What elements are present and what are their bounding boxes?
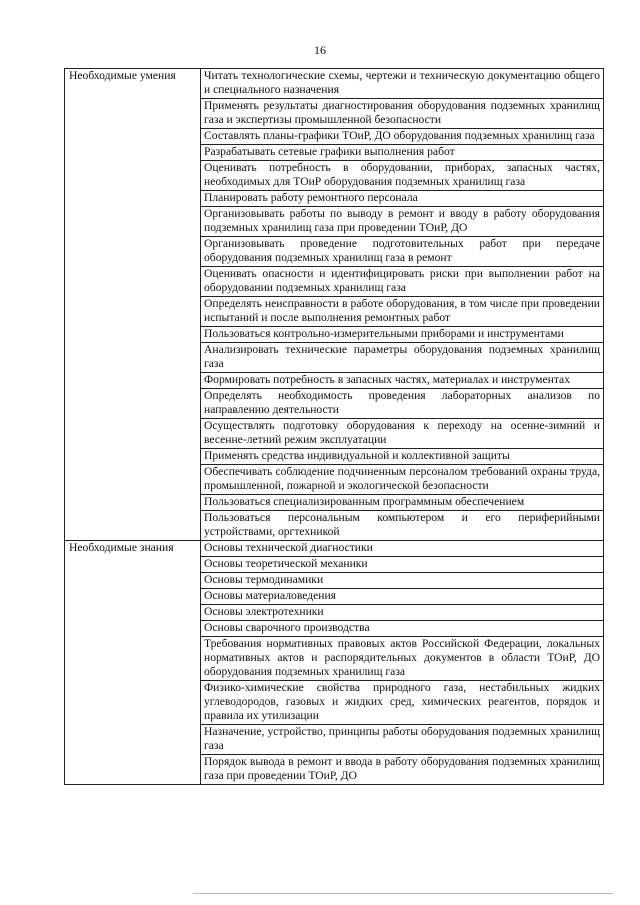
requirement-item: Назначение, устройство, принципы работы оборудования подземных хранилищ газа	[201, 725, 604, 755]
requirement-item: Оценивать потребность в оборудовании, приборах, запасных частях, необходимых для ТОиР оборудования подземных хранилищ газа	[201, 161, 604, 191]
page-number: 16	[314, 43, 326, 57]
requirements-table-body	[65, 69, 604, 785]
requirement-item: Основы электротехники	[201, 605, 604, 621]
section-label: Необходимые умения	[65, 69, 201, 541]
requirement-item: Читать технологические схемы, чертежи и техническую документацию общего и специального назначения	[201, 69, 604, 99]
requirement-item: Планировать работу ремонтного персонала	[201, 191, 604, 207]
requirement-item: Основы теоретической механики	[201, 557, 604, 573]
bottom-rule	[193, 893, 613, 894]
requirement-item: Основы термодинамики	[201, 573, 604, 589]
requirement-item: Организовывать работы по выводу в ремонт и вводу в работу оборудования подземных хранилищ газа при проведении ТОиР, ДО	[201, 207, 604, 237]
requirement-item: Определять необходимость проведения лабораторных анализов по направлению деятельности	[201, 389, 604, 419]
requirement-item: Основы материаловедения	[201, 589, 604, 605]
requirements-table	[64, 68, 604, 785]
requirement-item: Организовывать проведение подготовительных работ при передаче оборудования подземных хранилищ газа в ремонт	[201, 237, 604, 267]
requirement-item: Основы сварочного производства	[201, 621, 604, 637]
table-row	[65, 69, 604, 99]
requirement-item: Основы технической диагностики	[201, 541, 604, 557]
table-row	[65, 541, 604, 557]
requirement-item: Разрабатывать сетевые графики выполнения работ	[201, 145, 604, 161]
requirement-item: Пользоваться контрольно-измерительными приборами и инструментами	[201, 327, 604, 343]
requirement-item: Физико-химические свойства природного газа, нестабильных жидких углеводородов, газовых и жидких сред, химических реагентов, порядок и правила их утилизации	[201, 681, 604, 725]
requirement-item: Требования нормативных правовых актов Российской Федерации, локальных нормативных актов и распорядительных документов в области ТОиР, ДО оборудования подземных хранилищ газа	[201, 637, 604, 681]
section-label: Необходимые знания	[65, 541, 201, 785]
requirement-item: Осуществлять подготовку оборудования к переходу на осенне-зимний и весенне-летний режим эксплуатации	[201, 419, 604, 449]
requirement-item: Порядок вывода в ремонт и ввода в работу оборудования подземных хранилищ газа при проведении ТОиР, ДО	[201, 755, 604, 785]
requirement-item: Применять результаты диагностирования оборудования подземных хранилищ газа и экспертизы промышленной безопасности	[201, 99, 604, 129]
requirement-item: Составлять планы-графики ТОиР, ДО оборудования подземных хранилищ газа	[201, 129, 604, 145]
requirement-item: Оценивать опасности и идентифицировать риски при выполнении работ на оборудовании подземных хранилищ газа	[201, 267, 604, 297]
requirement-item: Определять неисправности в работе оборудования, в том числе при проведении испытаний и после выполнения ремонтных работ	[201, 297, 604, 327]
requirement-item: Формировать потребность в запасных частях, материалах и инструментах	[201, 373, 604, 389]
requirement-item: Пользоваться специализированным программным обеспечением	[201, 495, 604, 511]
requirement-item: Обеспечивать соблюдение подчиненным персоналом требований охраны труда, промышленной, пожарной и экологической безопасности	[201, 465, 604, 495]
requirement-item: Применять средства индивидуальной и коллективной защиты	[201, 449, 604, 465]
requirement-item: Анализировать технические параметры оборудования подземных хранилищ газа	[201, 343, 604, 373]
requirement-item: Пользоваться персональным компьютером и его периферийными устройствами, оргтехникой	[201, 511, 604, 541]
